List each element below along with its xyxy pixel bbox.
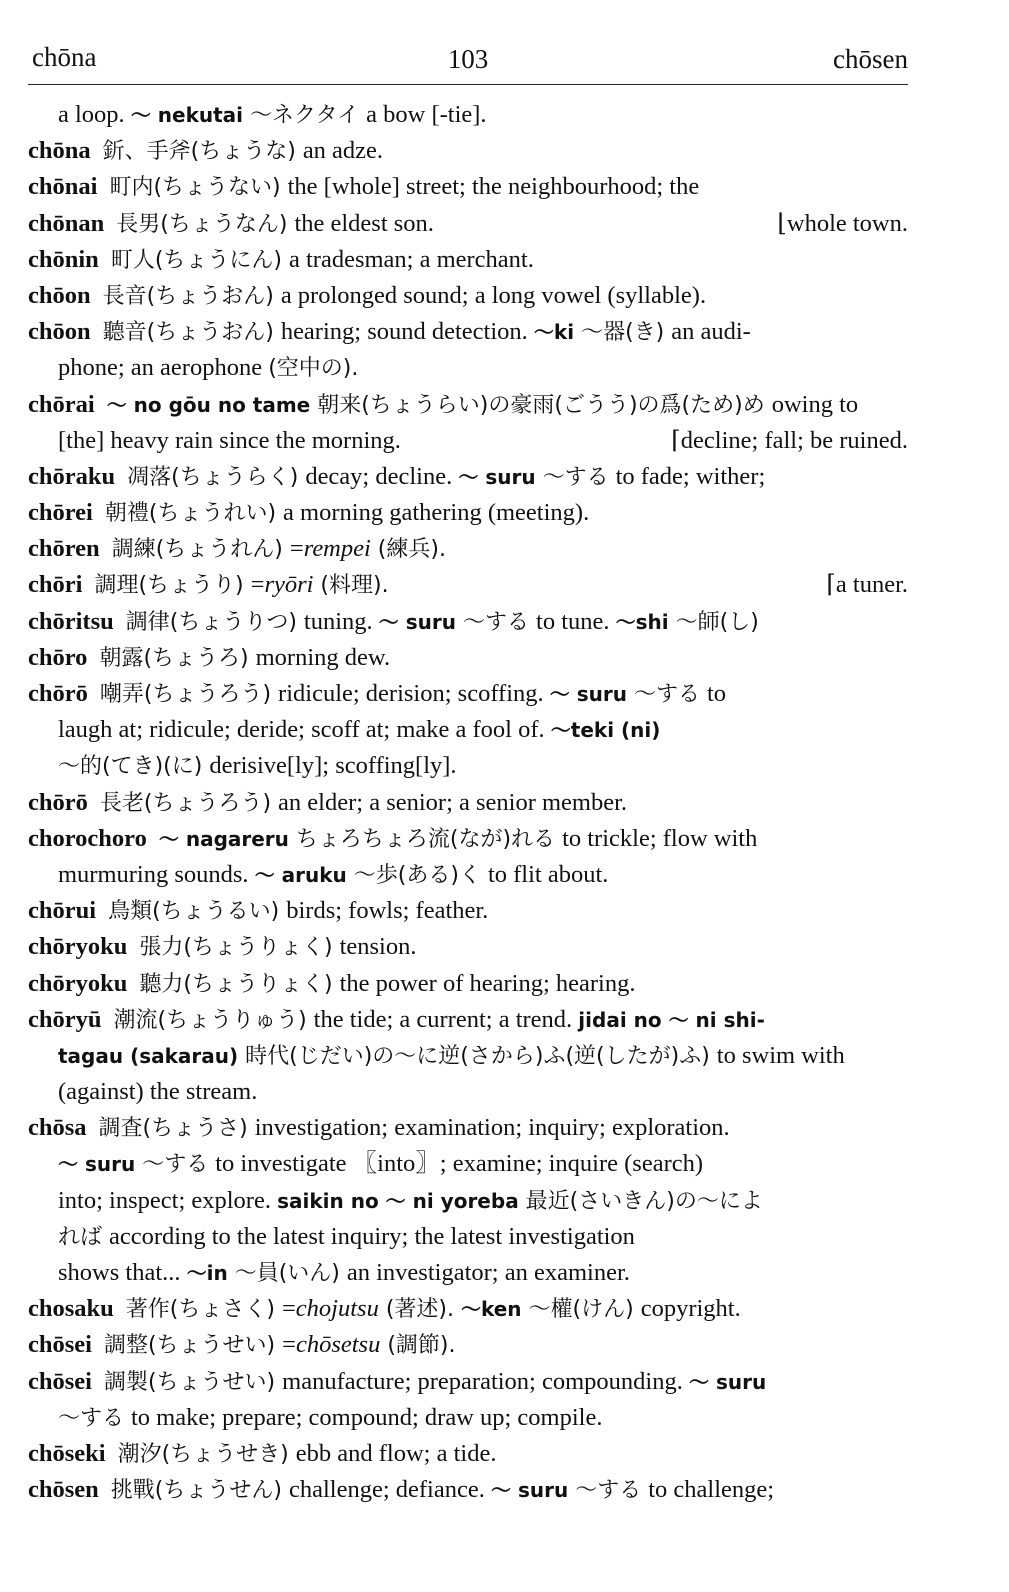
entry-line xyxy=(28,278,908,314)
definition-text: tuning. xyxy=(303,607,379,635)
japanese-text: (空中の). xyxy=(268,356,359,382)
definition-text: = xyxy=(289,535,304,563)
headword: chōryoku xyxy=(28,969,128,997)
definition-text: an elder; a senior; a senior member. xyxy=(278,788,628,816)
japanese-text: 挑戰(ちょうせん) xyxy=(110,1478,289,1504)
header-first-headword: chōna xyxy=(32,42,97,72)
headword: chōsei xyxy=(28,1367,92,1395)
definition-text: a morning gathering (meeting). xyxy=(283,499,590,527)
definition-text: to challenge; xyxy=(648,1476,775,1504)
definition-text: according to the latest inquiry; the latest investigation xyxy=(109,1222,635,1250)
japanese-text: 朝露(ちょうろ) xyxy=(99,645,256,671)
japanese-text: 潮流(ちょうりゅう) xyxy=(113,1007,314,1033)
romanized-phrase: ～ no gōu no tame xyxy=(106,392,318,417)
romanized-phrase: ～ suru xyxy=(688,1369,767,1394)
japanese-text: 時代(じだい)の～に逆(さから)ふ(逆(したが)ふ) xyxy=(245,1043,717,1069)
japanese-text: 調律(ちょうりつ) xyxy=(125,609,304,635)
definition-text: morning dew. xyxy=(255,643,391,671)
definition-text: a tradesman; a merchant. xyxy=(288,245,534,273)
romanized-phrase: ～ suru xyxy=(490,1478,569,1503)
definition-text: the [whole] street; the neighbourhood; the xyxy=(287,173,700,201)
definition-text: phone; an aerophone xyxy=(58,354,269,382)
definition-text: to xyxy=(706,680,727,707)
entry-line xyxy=(28,459,908,495)
continuation-line xyxy=(28,712,908,748)
definition-text: [the] heavy rain since the morning. xyxy=(58,426,401,454)
japanese-text: (練兵). xyxy=(370,537,446,563)
definition-text: tension. xyxy=(339,933,417,961)
japanese-text: 調査(ちょうさ) xyxy=(98,1116,255,1142)
japanese-text: ～する xyxy=(58,1405,131,1431)
definition-text: the power of hearing; hearing. xyxy=(339,969,636,997)
definition-text: ryōri xyxy=(264,571,314,599)
continuation-line xyxy=(28,97,908,133)
japanese-text: 著作(ちょさく) xyxy=(125,1297,282,1323)
romanized-phrase: ～shi xyxy=(615,609,669,634)
japanese-text: ～する xyxy=(135,1152,216,1178)
entry-line xyxy=(28,242,908,278)
headword: chōryū xyxy=(28,1005,102,1033)
definition-text: rempei xyxy=(303,535,371,563)
definition-text: to investigate 〖into〗; examine; inquire (search) xyxy=(215,1150,704,1178)
headword: chōritsu xyxy=(28,607,114,635)
continuation-line xyxy=(28,1074,908,1110)
japanese-text: 長音(ちょうおん) xyxy=(102,283,281,309)
japanese-text: 朝来(ちょうらい)の豪雨(ごうう)の爲(ため)め xyxy=(317,392,772,418)
entry-line xyxy=(28,1110,908,1146)
entry-line xyxy=(28,206,908,242)
entry-line xyxy=(28,1291,908,1327)
headword: chōnai xyxy=(28,173,98,201)
japanese-text: ～的(てき)(に) xyxy=(58,754,210,780)
definition-text: to flit about. xyxy=(487,860,609,888)
entry-line xyxy=(28,387,908,423)
entry-line xyxy=(28,893,908,929)
continuation-line xyxy=(28,748,908,784)
japanese-text: ちょろちょろ流(なが)れる xyxy=(295,826,563,852)
definition-text: to trickle; flow with xyxy=(562,824,758,852)
definition-text: the tide; a current; a trend. xyxy=(313,1005,579,1033)
japanese-text: ～器(き) xyxy=(574,320,672,346)
headword: chorochoro xyxy=(28,824,147,852)
definition-text: = xyxy=(281,1295,296,1323)
japanese-text: 調製(ちょうせい) xyxy=(103,1369,283,1395)
japanese-text: 町人(ちょうにん) xyxy=(110,247,289,273)
dictionary-page xyxy=(28,40,908,1508)
japanese-text: ～する xyxy=(568,1478,649,1504)
headword: chōrui xyxy=(28,897,97,925)
definition-text: hearing; sound detection. xyxy=(280,318,534,346)
japanese-text: 長男(ちょうなん) xyxy=(116,211,295,237)
japanese-text: 鳥類(ちょうるい) xyxy=(108,899,287,925)
definition-text: copyright. xyxy=(640,1295,741,1323)
headword: chōrei xyxy=(28,499,93,527)
entry-line xyxy=(28,1327,908,1363)
definition-text: investigation; examination; inquiry; exploration. xyxy=(254,1114,730,1142)
definition-text: shows that... xyxy=(58,1259,187,1286)
romanized-phrase: ～ suru xyxy=(549,682,627,706)
entry-line xyxy=(28,531,908,567)
japanese-text: ～する xyxy=(535,464,616,490)
headword: chōraku xyxy=(28,462,116,490)
definition-text: murmuring sounds. xyxy=(58,860,255,888)
definition-text: a loop. xyxy=(58,101,131,128)
definition-text: birds; fowls; feather. xyxy=(286,897,489,925)
definition-text: to swim with xyxy=(716,1041,845,1069)
definition-text: (against) the stream. xyxy=(58,1078,258,1106)
entry-line xyxy=(28,314,908,350)
entry-line xyxy=(28,929,908,965)
entry-line xyxy=(28,966,908,1002)
headword: chōnin xyxy=(28,245,99,273)
continuation-line xyxy=(28,1219,908,1255)
romanized-phrase: ～teki (ni) xyxy=(550,718,661,743)
japanese-text: (著述). xyxy=(378,1297,461,1323)
japanese-text: 嘲弄(ちょうろう) xyxy=(99,682,279,707)
japanese-text: (料理). xyxy=(313,573,389,599)
continuation-line xyxy=(28,1183,908,1219)
definition-text: the eldest son. xyxy=(294,209,434,237)
entry-line xyxy=(28,567,908,603)
headword: chōnan xyxy=(28,209,105,237)
headword: chosaku xyxy=(28,1295,114,1323)
japanese-text: (調節). xyxy=(380,1333,456,1359)
japanese-text: 潮汐(ちょうせき) xyxy=(117,1441,296,1467)
japanese-text: 釿、手斧(ちょうな) xyxy=(102,139,303,165)
definition-text: derisive[ly]; scoffing[ly]. xyxy=(209,752,457,780)
japanese-text: 町内(ちょうない) xyxy=(109,175,288,201)
japanese-text: ～權(けん) xyxy=(521,1297,641,1323)
continuation-line xyxy=(28,857,908,893)
japanese-text: 凋落(ちょうらく) xyxy=(127,464,306,490)
headword: chōren xyxy=(28,535,100,563)
continuation-line xyxy=(28,1038,908,1074)
romanized-phrase: ～in xyxy=(186,1261,228,1285)
romanized-phrase: ～ nagareru xyxy=(158,826,296,851)
page-header xyxy=(28,40,908,85)
entry-line xyxy=(28,821,908,857)
definition-text: to tune. xyxy=(536,607,616,635)
headword: chōsei xyxy=(28,1331,92,1359)
entry-line xyxy=(28,1472,908,1508)
entry-line xyxy=(28,785,908,821)
japanese-text: 張力(ちょうりょく) xyxy=(139,935,340,961)
definition-text: chōsetsu xyxy=(295,1331,381,1359)
overflow-continuation: ⌊whole town. xyxy=(777,209,908,237)
definition-text: an audi- xyxy=(671,318,751,346)
romanized-phrase: ～ nekutai xyxy=(130,103,244,127)
japanese-text: 長老(ちょうろう) xyxy=(99,790,279,816)
japanese-text: ～する xyxy=(626,682,707,707)
headword: chōryoku xyxy=(28,933,128,961)
japanese-text: ～歩(ある)く xyxy=(346,862,488,888)
definition-text: to make; prepare; compound; draw up; compile. xyxy=(131,1403,603,1431)
headword: chōseki xyxy=(28,1439,106,1467)
header-last-headword: chōsen xyxy=(833,44,908,74)
entry-line xyxy=(28,604,908,640)
continuation-line xyxy=(28,1255,908,1291)
definition-text: owing to xyxy=(771,390,859,418)
headword: chōrai xyxy=(28,390,95,418)
definition-text: into; inspect; explore. xyxy=(58,1186,278,1214)
japanese-text: 聽音(ちょうおん) xyxy=(102,320,281,346)
definition-text: an investigator; an examiner. xyxy=(346,1259,630,1286)
page-number: 103 xyxy=(447,44,489,74)
definition-text: ebb and flow; a tide. xyxy=(295,1439,497,1467)
entry-line xyxy=(28,1364,908,1400)
definition-text: to fade; wither; xyxy=(615,462,766,490)
romanized-phrase: ～ aruku xyxy=(254,862,347,887)
entry-line xyxy=(28,169,908,205)
headword: chōro xyxy=(28,643,88,671)
definition-text: = xyxy=(250,571,265,599)
entry-line xyxy=(28,133,908,169)
definition-text: chojutsu xyxy=(295,1295,379,1323)
entry-line xyxy=(28,1002,908,1038)
continuation-line xyxy=(28,1146,908,1182)
entry-line xyxy=(28,676,908,712)
definition-text: challenge; defiance. xyxy=(288,1476,491,1504)
romanized-phrase: saikin no ～ ni yoreba xyxy=(277,1188,526,1213)
headword: chōrō xyxy=(28,680,88,707)
romanized-phrase: tagau (sakarau) xyxy=(58,1043,246,1068)
definition-text: manufacture; preparation; compounding. xyxy=(282,1367,689,1395)
headword: chōon xyxy=(28,281,91,309)
romanized-phrase: ～ken xyxy=(460,1297,522,1322)
dictionary-entries xyxy=(28,97,908,1508)
definition-text: an adze. xyxy=(302,137,384,165)
headword: chōri xyxy=(28,571,83,599)
continuation-line xyxy=(28,350,908,386)
entry-line xyxy=(28,640,908,676)
japanese-text: ～師(し) xyxy=(668,609,759,635)
romanized-phrase: ～ suru xyxy=(58,1152,136,1177)
japanese-text: ～ネクタイ xyxy=(243,103,367,128)
definition-text: laugh at; ridicule; deride; scoff at; make a fool of. xyxy=(58,716,551,744)
overflow-continuation: ⌈a tuner. xyxy=(826,571,908,599)
japanese-text: ～員(いん) xyxy=(227,1261,347,1286)
japanese-text: れば xyxy=(58,1224,109,1250)
continuation-line xyxy=(28,423,908,459)
entry-line xyxy=(28,495,908,531)
definition-text: decay; decline. xyxy=(305,462,459,490)
romanized-phrase: jidai no ～ ni shi- xyxy=(578,1007,765,1032)
headword: chōsa xyxy=(28,1114,87,1142)
japanese-text: 聽力(ちょうりょく) xyxy=(139,971,340,997)
definition-text: a bow [-tie]. xyxy=(366,101,487,128)
continuation-line xyxy=(28,1400,908,1436)
japanese-text: 調整(ちょうせい) xyxy=(103,1333,283,1359)
japanese-text: ～する xyxy=(456,609,537,635)
entry-line xyxy=(28,1436,908,1472)
romanized-phrase: ～ki xyxy=(533,320,575,345)
headword: chōrō xyxy=(28,788,88,816)
definition-text: = xyxy=(282,1331,296,1359)
headword: chōsen xyxy=(28,1476,99,1504)
romanized-phrase: ～ suru xyxy=(378,609,457,634)
definition-text: ridicule; derision; scoffing. xyxy=(278,680,550,707)
japanese-text: 調練(ちょうれん) xyxy=(111,537,290,563)
japanese-text: 最近(さいきん)の～によ xyxy=(525,1188,763,1214)
japanese-text: 調理(ちょうり) xyxy=(94,573,251,599)
romanized-phrase: ～ suru xyxy=(458,464,536,489)
headword: chōna xyxy=(28,137,91,165)
overflow-continuation: ⌈decline; fall; be ruined. xyxy=(671,426,908,454)
definition-text: a prolonged sound; a long vowel (syllable). xyxy=(280,281,707,309)
japanese-text: 朝禮(ちょうれい) xyxy=(104,501,284,527)
headword: chōon xyxy=(28,318,91,346)
